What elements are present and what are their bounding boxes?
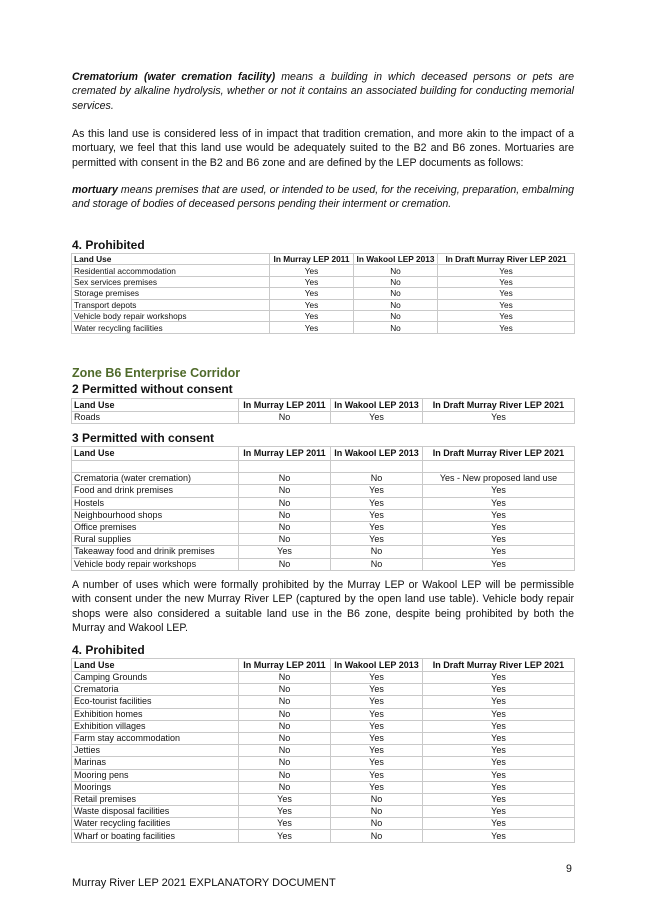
table-row <box>72 745 575 757</box>
table-cell: Vehicle body repair workshops <box>72 310 270 321</box>
table-cell: Hostels <box>72 497 239 509</box>
table-cell: No <box>239 672 331 684</box>
table-row <box>72 806 575 818</box>
table-body <box>72 265 575 333</box>
header-draft: In Draft Murray River LEP 2021 <box>423 399 575 412</box>
table-cell: Waste disposal facilities <box>72 806 239 818</box>
table-cell: Yes <box>239 793 331 805</box>
table-row <box>72 672 575 684</box>
table-row <box>72 720 575 732</box>
header-wakool: In Wakool LEP 2013 <box>331 447 423 461</box>
table-cell: Vehicle body repair workshops <box>72 558 239 570</box>
table-cell: Yes <box>331 485 423 497</box>
table-cell: No <box>239 534 331 546</box>
table-header-row <box>72 659 575 672</box>
table-cell: Yes <box>270 322 354 333</box>
table-cell: Yes <box>423 732 575 744</box>
table-cell: No <box>239 720 331 732</box>
table-row <box>72 546 575 558</box>
header-wakool: In Wakool LEP 2013 <box>331 659 423 672</box>
table-cell: No <box>354 276 438 287</box>
header-land-use: Land Use <box>72 254 270 265</box>
table-cell: No <box>354 310 438 321</box>
table-cell: No <box>239 757 331 769</box>
table-cell: Exhibition villages <box>72 720 239 732</box>
document-footer: Murray River LEP 2021 EXPLANATORY DOCUMENT <box>72 877 336 889</box>
definition-term: Crematorium (water cremation facility) <box>72 71 276 83</box>
zone-b6-title: Zone B6 Enterprise Corridor <box>72 366 241 380</box>
table-cell: Yes <box>331 745 423 757</box>
table-cell <box>72 461 239 473</box>
table-body <box>72 412 575 424</box>
table-cell: No <box>331 830 423 842</box>
table-cell: No <box>239 684 331 696</box>
definition-term: mortuary <box>72 184 118 196</box>
table-row <box>72 412 575 424</box>
table-row <box>72 732 575 744</box>
table-cell: Sex services premises <box>72 276 270 287</box>
b6-without-consent-table <box>71 398 575 424</box>
table-row <box>72 534 575 546</box>
b6-with-consent-table <box>71 446 575 571</box>
table-cell: Transport depots <box>72 299 270 310</box>
table-cell: Food and drink premises <box>72 485 239 497</box>
header-murray: In Murray LEP 2011 <box>239 399 331 412</box>
table-cell: Yes <box>423 509 575 521</box>
table-cell: No <box>239 412 331 424</box>
table-cell: Yes <box>331 708 423 720</box>
table-cell: No <box>239 781 331 793</box>
table-cell: Yes <box>423 806 575 818</box>
table-cell: Farm stay accommodation <box>72 732 239 744</box>
header-land-use: Land Use <box>72 447 239 461</box>
table-cell: Yes <box>270 265 354 276</box>
section-heading: 4. Prohibited <box>72 238 145 252</box>
table-row <box>72 461 575 473</box>
table-cell: Yes <box>331 672 423 684</box>
table-row <box>72 497 575 509</box>
table-cell: Yes <box>423 720 575 732</box>
section-heading: 3 Permitted with consent <box>72 431 215 445</box>
table-cell: Yes <box>438 322 575 333</box>
section-heading: 4. Prohibited <box>72 643 145 657</box>
table-cell: Storage premises <box>72 288 270 299</box>
table-cell: No <box>239 732 331 744</box>
crematorium-definition <box>72 70 574 113</box>
table-row <box>72 521 575 533</box>
table-cell: Yes <box>270 288 354 299</box>
header-draft: In Draft Murray River LEP 2021 <box>423 447 575 461</box>
table-cell: Yes <box>331 720 423 732</box>
mortuary-definition <box>72 183 574 212</box>
table-cell: Office premises <box>72 521 239 533</box>
table-cell: Yes <box>423 818 575 830</box>
table-cell: Yes <box>331 757 423 769</box>
table-cell: Jetties <box>72 745 239 757</box>
page-number: 9 <box>566 863 572 875</box>
header-draft: In Draft Murray River LEP 2021 <box>438 254 575 265</box>
table-cell: Yes <box>239 806 331 818</box>
table-cell: No <box>239 485 331 497</box>
table-cell: Yes <box>423 830 575 842</box>
table-cell: Yes <box>423 497 575 509</box>
table-cell: No <box>239 521 331 533</box>
land-use-paragraph: As this land use is considered less of in impact that tradition cremation, and more akin to the impact of a mortuary, we feel that this land use would be adequately suited to the B2 and B6 zones. Mortuaries are permitted with consent in the B2 and B6 zone and are defined by the LEP documents as follows: <box>72 128 574 169</box>
table-cell: Crematoria (water cremation) <box>72 473 239 485</box>
table-cell: Yes <box>331 732 423 744</box>
table-row <box>72 299 575 310</box>
table-cell: Water recycling facilities <box>72 818 239 830</box>
table-cell: Yes <box>331 684 423 696</box>
section-heading: 2 Permitted without consent <box>72 382 233 396</box>
table-cell: Yes <box>239 830 331 842</box>
table-row <box>72 781 575 793</box>
table-cell: No <box>331 818 423 830</box>
table-cell: Yes <box>423 412 575 424</box>
b6-prohibited-table <box>71 658 575 843</box>
table-cell: No <box>239 509 331 521</box>
header-wakool: In Wakool LEP 2013 <box>354 254 438 265</box>
table-row <box>72 265 575 276</box>
table-row <box>72 485 575 497</box>
table-body <box>72 461 575 571</box>
table-cell: Yes <box>239 818 331 830</box>
table-row <box>72 769 575 781</box>
header-murray: In Murray LEP 2011 <box>239 659 331 672</box>
header-land-use: Land Use <box>72 659 239 672</box>
table-cell: Residential accommodation <box>72 265 270 276</box>
table-row <box>72 708 575 720</box>
table-cell: No <box>239 558 331 570</box>
table-cell: No <box>239 497 331 509</box>
definition-text: means a building in which deceased persons or pets are cremated by alkaline hydrolysis, whether or not it contains an associated building for conducting memorial services. <box>72 71 575 112</box>
table-cell: Yes <box>438 288 575 299</box>
header-land-use: Land Use <box>72 399 239 412</box>
table-cell: No <box>239 769 331 781</box>
table-cell: Yes <box>438 299 575 310</box>
table-cell: No <box>331 793 423 805</box>
table-cell: Yes <box>423 684 575 696</box>
table-cell: Camping Grounds <box>72 672 239 684</box>
table-cell: No <box>354 265 438 276</box>
table-cell: No <box>331 546 423 558</box>
table-cell: Yes <box>331 509 423 521</box>
table-cell: Yes <box>423 757 575 769</box>
header-wakool: In Wakool LEP 2013 <box>331 399 423 412</box>
table-header-row <box>72 447 575 461</box>
table-cell: Yes <box>438 310 575 321</box>
table-row <box>72 473 575 485</box>
table-row <box>72 684 575 696</box>
table-cell: Yes <box>331 534 423 546</box>
table-cell: Yes <box>423 745 575 757</box>
table-cell: Yes <box>423 521 575 533</box>
table-cell: Moorings <box>72 781 239 793</box>
b2-prohibited-table <box>71 253 575 334</box>
table-row <box>72 558 575 570</box>
table-cell: Neighbourhood shops <box>72 509 239 521</box>
table-cell: No <box>239 708 331 720</box>
table-cell: Yes <box>239 546 331 558</box>
table-cell: Yes <box>423 485 575 497</box>
table-cell <box>331 461 423 473</box>
table-cell: Yes <box>423 769 575 781</box>
table-cell: No <box>239 473 331 485</box>
table-cell: No <box>354 288 438 299</box>
table-cell: Yes <box>423 696 575 708</box>
table-cell: Yes <box>331 696 423 708</box>
table-cell: Wharf or boating facilities <box>72 830 239 842</box>
table-cell: Crematoria <box>72 684 239 696</box>
table-cell: Yes <box>423 672 575 684</box>
table-row <box>72 818 575 830</box>
table-cell: Rural supplies <box>72 534 239 546</box>
table-cell: Mooring pens <box>72 769 239 781</box>
definition-text: means premises that are used, or intended to be used, for the receiving, preparation, embalming and storage of bodies of deceased persons pending their interment or cremation. <box>72 184 574 211</box>
table-row <box>72 793 575 805</box>
table-header-row <box>72 399 575 412</box>
header-murray: In Murray LEP 2011 <box>270 254 354 265</box>
table-cell: No <box>354 322 438 333</box>
table-cell: Yes <box>438 265 575 276</box>
table-cell: Yes <box>423 546 575 558</box>
table-cell: Yes <box>331 412 423 424</box>
table-header-row <box>72 254 575 265</box>
table-cell: Yes <box>331 521 423 533</box>
table-row <box>72 288 575 299</box>
table-body <box>72 672 575 843</box>
table-cell: Retail premises <box>72 793 239 805</box>
table-cell: Yes <box>423 708 575 720</box>
table-cell: Yes <box>331 497 423 509</box>
table-row <box>72 696 575 708</box>
header-draft: In Draft Murray River LEP 2021 <box>423 659 575 672</box>
table-cell: Yes <box>270 299 354 310</box>
table-cell: Yes <box>423 793 575 805</box>
header-murray: In Murray LEP 2011 <box>239 447 331 461</box>
table-row <box>72 322 575 333</box>
table-cell: No <box>331 558 423 570</box>
table-cell: Yes <box>438 276 575 287</box>
table-cell: No <box>331 473 423 485</box>
table-cell <box>239 461 331 473</box>
table-cell: Exhibition homes <box>72 708 239 720</box>
table-row <box>72 276 575 287</box>
table-cell: No <box>354 299 438 310</box>
table-cell: No <box>331 806 423 818</box>
table-row <box>72 830 575 842</box>
table-row <box>72 757 575 769</box>
table-cell: Water recycling facilities <box>72 322 270 333</box>
table-cell <box>423 461 575 473</box>
table-row <box>72 310 575 321</box>
table-cell: Roads <box>72 412 239 424</box>
table-cell: Yes - New proposed land use <box>423 473 575 485</box>
uses-paragraph: A number of uses which were formally prohibited by the Murray LEP or Wakool LEP will be permissible with consent under the new Murray River LEP (captured by the open land use table). Vehicle body repair shops were also considered a suitable land use in the B6 zone, despite being prohibited by both the Murray and Wakool LEP. <box>72 579 574 635</box>
table-cell: Yes <box>270 310 354 321</box>
table-cell: Yes <box>331 769 423 781</box>
table-cell: Eco-tourist facilities <box>72 696 239 708</box>
table-cell: Yes <box>270 276 354 287</box>
table-cell: Marinas <box>72 757 239 769</box>
table-cell: Yes <box>423 534 575 546</box>
table-cell: Yes <box>423 781 575 793</box>
table-cell: Takeaway food and drinik premises <box>72 546 239 558</box>
table-cell: Yes <box>423 558 575 570</box>
table-cell: Yes <box>331 781 423 793</box>
table-cell: No <box>239 696 331 708</box>
table-row <box>72 509 575 521</box>
table-cell: No <box>239 745 331 757</box>
